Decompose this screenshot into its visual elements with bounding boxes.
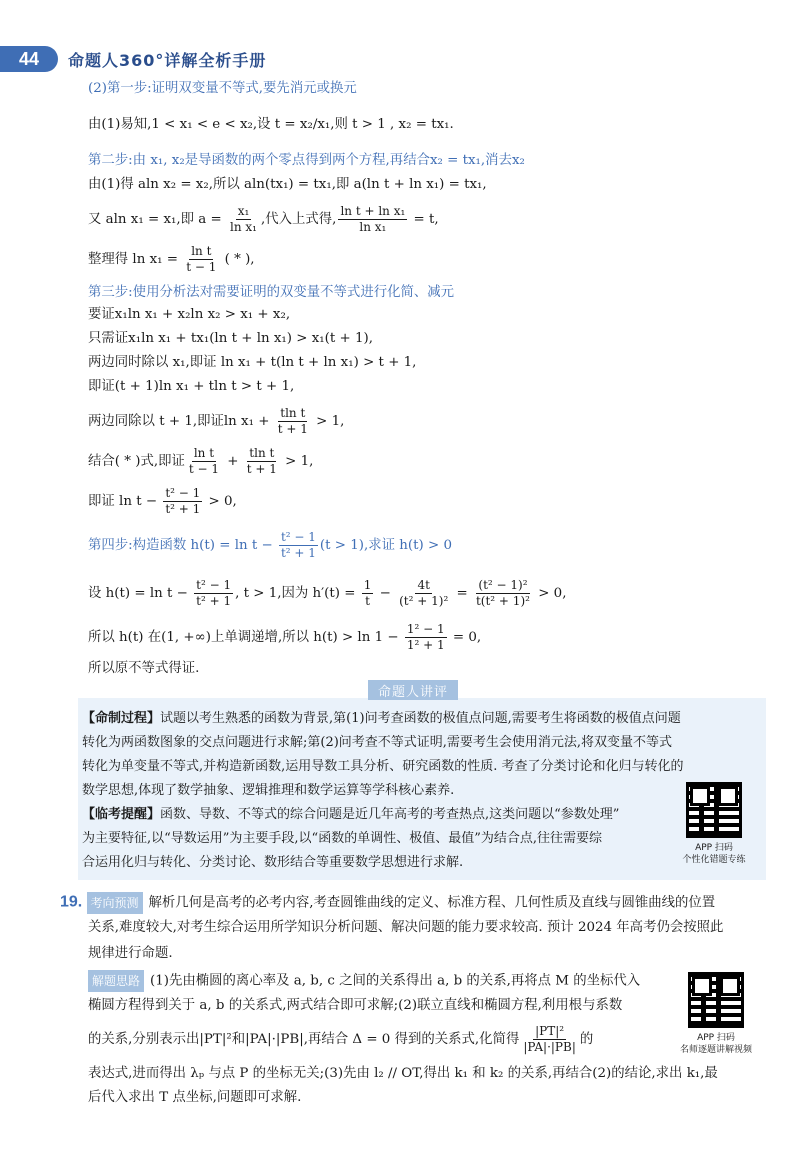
text: +	[223, 454, 243, 469]
denominator: t(t² + 1)²	[475, 594, 530, 608]
solution-line: 由(1)易知,1 < x₁ < e < x₂,设 t = x₂/x₁,则 t > 1 , x₂ = tx₁.	[88, 117, 454, 132]
solution-line	[88, 578, 566, 609]
numerator: ln t	[191, 244, 212, 258]
solution-line	[88, 244, 255, 275]
numerator: (t² − 1)²	[478, 578, 528, 592]
fraction	[397, 578, 450, 609]
solution-line: 要证x₁ln x₁ + x₂ln x₂ > x₁ + x₂,	[88, 307, 291, 322]
numerator: t² − 1	[280, 530, 316, 544]
solution-line	[88, 204, 439, 235]
text: 设 h(t) = ln t −	[88, 586, 193, 601]
fraction	[194, 578, 233, 609]
numerator: t² − 1	[196, 578, 232, 592]
question-line: 椭圆方程得到关于 a, b 的关系式,两式结合即可求解;(2)联立直线和椭圆方程,利用根与系数	[88, 998, 623, 1013]
text: 两边同除以 t + 1,即证ln x₁ +	[88, 414, 274, 429]
numerator: ln t + ln x₁	[340, 204, 406, 218]
numerator: tln t	[280, 406, 306, 420]
text: (1)先由椭圆的离心率及 a, b, c 之间的关系得出 a, b 的关系,再将点 M 的坐标代入	[150, 973, 641, 989]
commentary-title: 命题人讲评	[368, 680, 458, 700]
denominator: t² + 1	[280, 546, 316, 560]
denominator: t + 1	[246, 462, 277, 476]
denominator: |PA|·|PB|	[523, 1040, 576, 1054]
text: (t > 1),求证 h(t) > 0	[319, 538, 453, 553]
text: > 0,	[533, 586, 567, 601]
question-number: 19.	[60, 893, 83, 911]
qr-code-icon[interactable]	[688, 972, 744, 1028]
commentary-line	[82, 806, 619, 824]
denominator: t² + 1	[165, 502, 201, 516]
fraction	[163, 486, 202, 517]
book-title: 命题人360°详解全析手册	[68, 50, 267, 70]
badge: 考向预测	[87, 892, 143, 914]
qr-caption-line: APP 扫码	[697, 1033, 735, 1043]
step2-label: 第二步:由 x₁, x₂是导函数的两个零点得到两个方程,再结合x₂ = tx₁,消去x₂	[88, 153, 525, 168]
fraction	[405, 622, 447, 653]
text: =	[452, 586, 472, 601]
text: > 1,	[280, 454, 314, 469]
commentary-line: 转化为单变量不等式,并构造新函数,运用导数工具分析、研究函数的性质. 考查了分类讨论和化归与转化的	[82, 759, 684, 774]
qr-caption	[664, 842, 764, 866]
text: 所以 h(t) 在(1, +∞)上单调递增,所以 h(t) > ln 1 −	[88, 630, 403, 645]
text: = t,	[409, 212, 439, 227]
denominator: ln x₁	[359, 220, 387, 234]
text: > 0,	[204, 494, 237, 509]
text: 整理得 ln x₁ =	[88, 252, 183, 267]
text: 又 aln x₁ = x₁,即 a =	[88, 212, 226, 227]
solution-line	[88, 486, 237, 517]
fraction	[184, 244, 218, 275]
fraction	[276, 406, 310, 437]
qr-caption-line: 个性化错题专练	[682, 855, 746, 865]
label: 【临考提醒】	[82, 807, 161, 822]
text: 函数、导数、不等式的综合问题是近几年高考的考查热点,这类问题以“参数处理”	[160, 807, 620, 822]
denominator: t − 1	[186, 260, 217, 274]
fraction	[228, 204, 259, 235]
numerator: tln t	[249, 446, 275, 460]
solution-line: 即证(t + 1)ln x₁ + tln t > t + 1,	[88, 379, 295, 394]
step1-label: (2)第一步:证明双变量不等式,要先消元或换元	[88, 81, 357, 96]
fraction	[521, 1024, 578, 1055]
text: = 0,	[448, 630, 482, 645]
fraction	[187, 446, 221, 477]
fraction	[245, 446, 279, 477]
solution-line	[88, 622, 481, 653]
badge: 解题思路	[88, 970, 144, 992]
numerator: x₁	[237, 204, 250, 218]
text: 试题以考生熟悉的函数为背景,第(1)问考查函数的极值点问题,需要考生将函数的极值点问题	[160, 711, 681, 726]
qr-code-icon[interactable]	[686, 782, 742, 838]
text: 的	[579, 1032, 594, 1047]
question-line: 表达式,进而得出 λₚ 与点 P 的坐标无关;(3)先由 l₂ // OT,得出 k₁ 和 k₂ 的关系,再结合(2)的结论,求出 k₁,最	[88, 1066, 718, 1081]
commentary-line: 为主要特征,以“导数运用”为主要手段,以“函数的单调性、极值、最值”为结合点,往往需要综	[82, 831, 602, 846]
text: 第四步:构造函数 h(t) = ln t −	[88, 538, 277, 553]
numerator: ln t	[193, 446, 215, 460]
question-line: 后代入求出 T 点坐标,问题即可求解.	[88, 1090, 302, 1105]
numerator: t² − 1	[165, 486, 201, 500]
text: ( * ),	[220, 252, 255, 267]
fraction	[279, 530, 318, 561]
page-header	[0, 44, 292, 74]
text: , t > 1,因为 h′(t) =	[235, 586, 360, 601]
text: 解析几何是高考的必考内容,考查圆锥曲线的定义、标准方程、几何性质及直线与圆锥曲线的位置	[148, 895, 716, 911]
page-number: 44	[0, 46, 58, 72]
denominator: (t² + 1)²	[399, 594, 449, 608]
fraction	[362, 578, 374, 609]
question-line	[88, 970, 640, 992]
denominator: ln x₁	[230, 220, 257, 234]
text: 的关系,分别表示出|PT|²和|PA|·|PB|,再结合 Δ = 0 得到的关系式,化简得	[88, 1032, 520, 1047]
solution-line	[88, 406, 344, 437]
solution-line: 两边同时除以 x₁,即证 ln x₁ + t(ln t + ln x₁) > t + 1,	[88, 355, 417, 370]
denominator: t² + 1	[196, 594, 232, 608]
question-line	[88, 1024, 593, 1055]
qr-caption-line: APP 扫码	[695, 843, 733, 853]
denominator: t − 1	[188, 462, 220, 476]
fraction	[338, 204, 407, 235]
step4-label	[88, 530, 452, 561]
question-line	[60, 892, 715, 914]
text: −	[375, 586, 396, 601]
solution-line: 只需证x₁ln x₁ + tx₁(ln t + ln x₁) > x₁(t + 1),	[88, 331, 374, 346]
text: 即证 ln t −	[88, 494, 162, 509]
text: 结合( * )式,即证	[88, 454, 185, 469]
commentary-line: 转化为两函数图象的交点问题进行求解;第(2)问考查不等式证明,需要考生会使用消元法,将双变量不等式	[82, 735, 673, 750]
denominator: t	[365, 594, 370, 608]
qr-caption	[664, 1032, 768, 1056]
solution-line: 所以原不等式得证.	[88, 661, 200, 676]
text: > 1,	[311, 414, 345, 429]
solution-line	[88, 446, 313, 477]
qr-caption-line: 名师逐题讲解视频	[679, 1045, 752, 1055]
numerator: 1² − 1	[406, 622, 445, 636]
question-line: 规律进行命题.	[88, 946, 173, 961]
denominator: t + 1	[277, 422, 308, 436]
numerator: 1	[363, 578, 372, 592]
commentary-line: 合运用化归与转化、分类讨论、数形结合等重要数学思想进行求解.	[82, 855, 464, 870]
label: 【命制过程】	[82, 711, 161, 726]
question-line: 关系,难度较大,对考生综合运用所学知识分析问题、解决问题的能力要求较高. 预计 2024 年高考仍会按照此	[88, 920, 724, 935]
fraction	[474, 578, 532, 609]
commentary-line	[82, 710, 681, 728]
denominator: 1² + 1	[406, 638, 445, 652]
step3-label: 第三步:使用分析法对需要证明的双变量不等式进行化简、减元	[88, 285, 455, 300]
text: ,代入上式得,	[260, 212, 337, 227]
solution-line: 由(1)得 aln x₂ = x₂,所以 aln(tx₁) = tx₁,即 a(ln t + ln x₁) = tx₁,	[88, 177, 487, 192]
numerator: 4t	[417, 578, 430, 592]
commentary-line: 数学思想,体现了数学抽象、逻辑推理和数学运算等学科核心素养.	[82, 783, 455, 798]
numerator: |PT|²	[535, 1024, 565, 1038]
